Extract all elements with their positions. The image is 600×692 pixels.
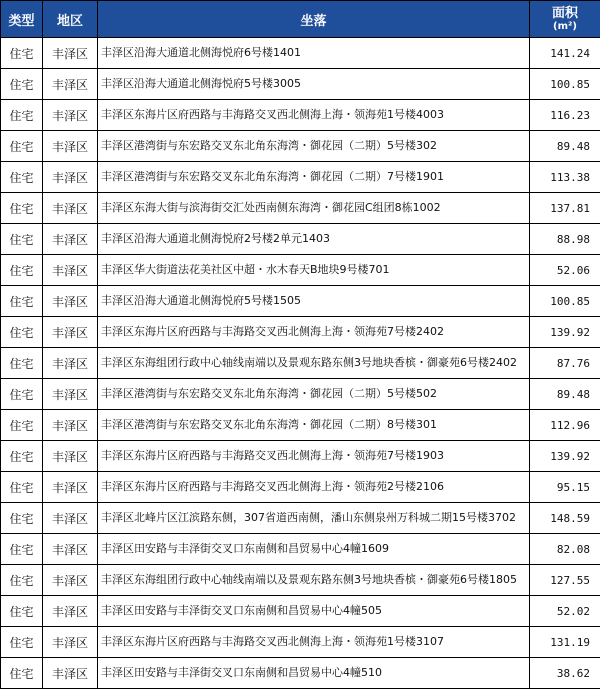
address-cell: 丰泽区田安路与丰泽街交叉口东南侧和昌贸易中心4幢505 [98, 596, 530, 627]
header-area-unit: (m²) [553, 21, 577, 32]
header-address: 坐落 [98, 1, 530, 38]
area-cell: 141.24 [530, 38, 600, 69]
type-cell: 住宅 [1, 410, 43, 441]
area-cell: 127.55 [530, 565, 600, 596]
area-cell: 89.48 [530, 379, 600, 410]
header-area-label: 面积 [551, 6, 578, 21]
address-cell: 丰泽区沿海大通道北侧海悦府5号楼1505 [98, 286, 530, 317]
area-cell: 139.92 [530, 441, 600, 472]
district-cell: 丰泽区 [43, 69, 98, 100]
table-row [1, 472, 600, 503]
district-cell: 丰泽区 [43, 162, 98, 193]
district-cell: 丰泽区 [43, 503, 98, 534]
district-cell: 丰泽区 [43, 131, 98, 162]
table-row [1, 565, 600, 596]
table-row [1, 100, 600, 131]
district-cell: 丰泽区 [43, 193, 98, 224]
type-cell: 住宅 [1, 441, 43, 472]
district-cell: 丰泽区 [43, 286, 98, 317]
type-cell: 住宅 [1, 627, 43, 658]
district-cell: 丰泽区 [43, 348, 98, 379]
area-cell: 52.06 [530, 255, 600, 286]
table-row [1, 224, 600, 255]
table-row [1, 69, 600, 100]
address-cell: 丰泽区东海组团行政中心轴线南端以及景观东路东侧3号地块香槟・御豪苑6号楼1805 [98, 565, 530, 596]
address-cell: 丰泽区东海大街与滨海街交汇处西南侧东海湾・御花园C组团8栋1002 [98, 193, 530, 224]
area-cell: 137.81 [530, 193, 600, 224]
district-cell: 丰泽区 [43, 224, 98, 255]
type-cell: 住宅 [1, 162, 43, 193]
table-row [1, 410, 600, 441]
district-cell: 丰泽区 [43, 379, 98, 410]
area-cell: 148.59 [530, 503, 600, 534]
area-cell: 113.38 [530, 162, 600, 193]
area-cell: 52.02 [530, 596, 600, 627]
table-row [1, 317, 600, 348]
address-cell: 丰泽区沿海大通道北侧海悦府2号楼2单元1403 [98, 224, 530, 255]
area-cell: 88.98 [530, 224, 600, 255]
address-cell: 丰泽区东海片区府西路与丰海路交叉西北侧海上海・领海苑1号楼3107 [98, 627, 530, 658]
table-row [1, 255, 600, 286]
table-row [1, 286, 600, 317]
address-cell: 丰泽区华大街道法花美社区中超・水木春天B地块9号楼701 [98, 255, 530, 286]
type-cell: 住宅 [1, 255, 43, 286]
district-cell: 丰泽区 [43, 100, 98, 131]
header-area [530, 1, 600, 38]
district-cell: 丰泽区 [43, 534, 98, 565]
header-district: 地区 [43, 1, 98, 38]
district-cell: 丰泽区 [43, 472, 98, 503]
table-row [1, 162, 600, 193]
header-type: 类型 [1, 1, 43, 38]
type-cell: 住宅 [1, 131, 43, 162]
type-cell: 住宅 [1, 193, 43, 224]
type-cell: 住宅 [1, 348, 43, 379]
table-row [1, 441, 600, 472]
area-cell: 38.62 [530, 658, 600, 689]
district-cell: 丰泽区 [43, 317, 98, 348]
address-cell: 丰泽区田安路与丰泽街交叉口东南侧和昌贸易中心4幢1609 [98, 534, 530, 565]
area-cell: 131.19 [530, 627, 600, 658]
area-cell: 95.15 [530, 472, 600, 503]
table-row [1, 131, 600, 162]
address-cell: 丰泽区港湾街与东宏路交叉东北角东海湾・御花园（二期）5号楼502 [98, 379, 530, 410]
table-row [1, 503, 600, 534]
type-cell: 住宅 [1, 534, 43, 565]
type-cell: 住宅 [1, 224, 43, 255]
table-row [1, 38, 600, 69]
type-cell: 住宅 [1, 286, 43, 317]
address-cell: 丰泽区东海片区府西路与丰海路交叉西北侧海上海・领海苑7号楼1903 [98, 441, 530, 472]
district-cell: 丰泽区 [43, 627, 98, 658]
area-cell: 89.48 [530, 131, 600, 162]
address-cell: 丰泽区东海组团行政中心轴线南端以及景观东路东侧3号地块香槟・御豪苑6号楼2402 [98, 348, 530, 379]
address-cell: 丰泽区沿海大通道北侧海悦府5号楼3005 [98, 69, 530, 100]
area-cell: 82.08 [530, 534, 600, 565]
district-cell: 丰泽区 [43, 441, 98, 472]
type-cell: 住宅 [1, 317, 43, 348]
area-cell: 139.92 [530, 317, 600, 348]
district-cell: 丰泽区 [43, 38, 98, 69]
table-row [1, 534, 600, 565]
district-cell: 丰泽区 [43, 658, 98, 689]
type-cell: 住宅 [1, 503, 43, 534]
address-cell: 丰泽区港湾街与东宏路交叉东北角东海湾・御花园（二期）5号楼302 [98, 131, 530, 162]
table-body [1, 38, 600, 689]
type-cell: 住宅 [1, 69, 43, 100]
table-row [1, 658, 600, 689]
district-cell: 丰泽区 [43, 410, 98, 441]
table-row [1, 348, 600, 379]
area-cell: 100.85 [530, 69, 600, 100]
address-cell: 丰泽区北峰片区江滨路东侧，307省道西南侧，潘山东侧泉州万科城二期15号楼3702 [98, 503, 530, 534]
district-cell: 丰泽区 [43, 255, 98, 286]
district-cell: 丰泽区 [43, 565, 98, 596]
table-row [1, 627, 600, 658]
type-cell: 住宅 [1, 658, 43, 689]
area-cell: 112.96 [530, 410, 600, 441]
area-cell: 116.23 [530, 100, 600, 131]
address-cell: 丰泽区港湾街与东宏路交叉东北角东海湾・御花园（二期）7号楼1901 [98, 162, 530, 193]
type-cell: 住宅 [1, 596, 43, 627]
table-row [1, 596, 600, 627]
type-cell: 住宅 [1, 565, 43, 596]
type-cell: 住宅 [1, 100, 43, 131]
type-cell: 住宅 [1, 38, 43, 69]
table-row [1, 379, 600, 410]
address-cell: 丰泽区东海片区府西路与丰海路交叉西北侧海上海・领海苑2号楼2106 [98, 472, 530, 503]
table-row [1, 193, 600, 224]
address-cell: 丰泽区沿海大通道北侧海悦府6号楼1401 [98, 38, 530, 69]
address-cell: 丰泽区田安路与丰泽街交叉口东南侧和昌贸易中心4幢510 [98, 658, 530, 689]
table-header-row [1, 1, 600, 38]
area-cell: 100.85 [530, 286, 600, 317]
area-cell: 87.76 [530, 348, 600, 379]
type-cell: 住宅 [1, 472, 43, 503]
address-cell: 丰泽区港湾街与东宏路交叉东北角东海湾・御花园（二期）8号楼301 [98, 410, 530, 441]
type-cell: 住宅 [1, 379, 43, 410]
address-cell: 丰泽区东海片区府西路与丰海路交叉西北侧海上海・领海苑7号楼2402 [98, 317, 530, 348]
district-cell: 丰泽区 [43, 596, 98, 627]
address-cell: 丰泽区东海片区府西路与丰海路交叉西北侧海上海・领海苑1号楼4003 [98, 100, 530, 131]
